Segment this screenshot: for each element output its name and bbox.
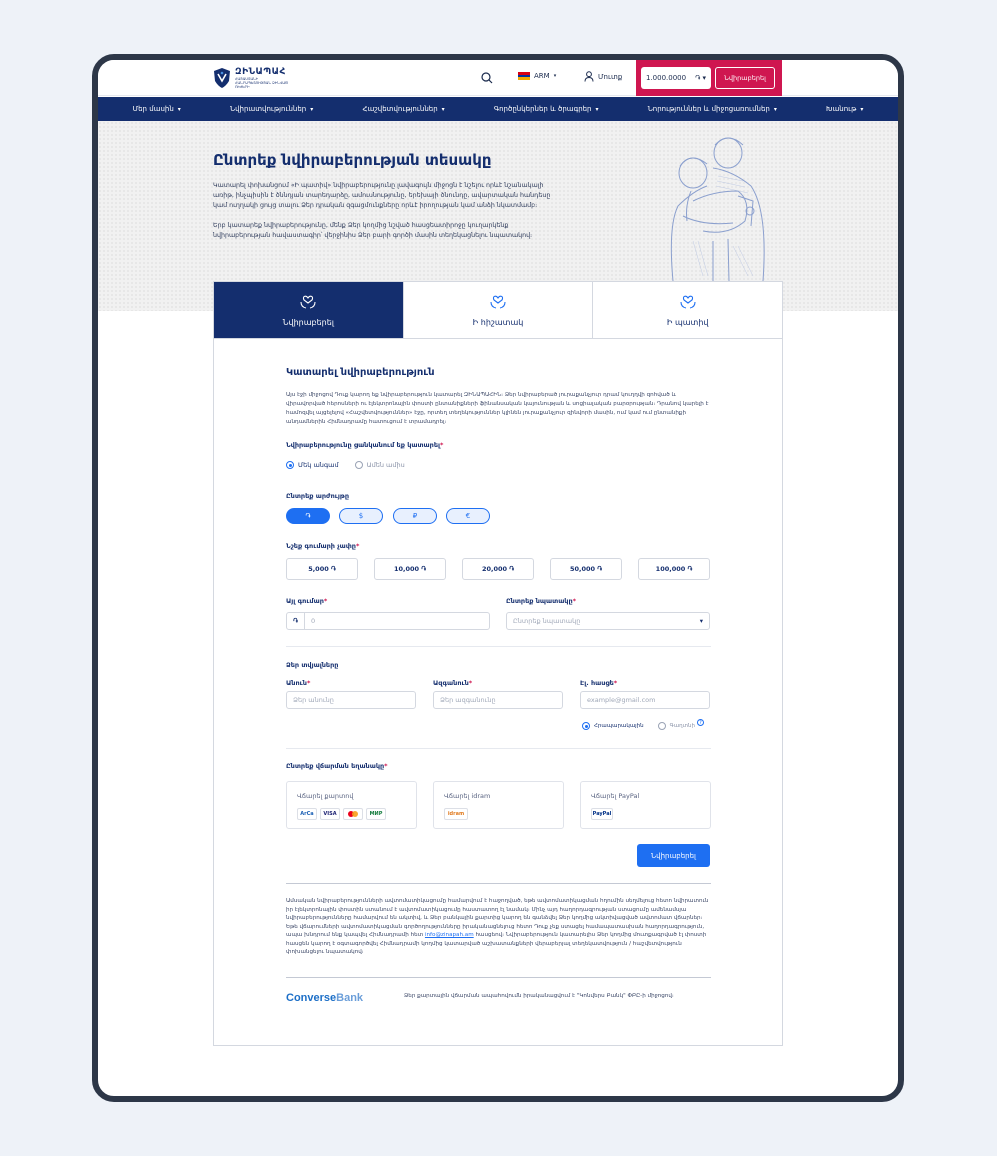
logo-subtitle: ՀԱՅԱՍՏԱՆԻ ՀԱՆՐԱՊԵՏՈՒԹՅԱՆ ԶԻՆՎԱԾ ՈՒԺԵՐԻ [235,77,289,89]
frequency-label: Նվիրաբերությունը ցանկանում եք կատարել* [286,441,444,449]
surname-input[interactable]: Ձեր ազգանունը [433,691,563,709]
tab-donate-label: Նվիրաբերել [282,317,334,327]
amount-20000-button[interactable]: 20,000 ֏ [462,558,534,580]
purpose-label: Ընտրեք նպատակը* [506,597,577,605]
amount-5000-button[interactable]: 5,000 ֏ [286,558,358,580]
chevron-down-icon: ▾ [310,105,314,113]
payment-idram-title: Վճարել idram [444,792,491,800]
other-amount-label: Այլ գումար* [286,597,328,605]
other-amount-currency: ֏ [287,613,305,629]
payment-paypal-title: Վճարել PayPal [591,792,640,800]
frequency-monthly-radio[interactable]: Ամեն ամիս [355,461,405,469]
currency-usd-button[interactable]: $ [339,508,383,524]
footer-email-link[interactable]: info@zinapah.am [424,932,474,938]
hero-paragraph-2: Երբ կատարեք նվիրաբերությունը, մենք Ձեր կողմից նշված հասցեատիրոջը կուղարկենք նվիրաբերության հավաստագիր՝ վերջինիս Ձեր բարի գործի մասին տեղեկացնելու նպատակով։ [213,222,533,239]
purpose-select[interactable]: Ընտրեք նպատակը ▾ [506,612,710,630]
hero-title: Ընտրեք նվիրաբերության տեսակը [213,151,492,169]
frequency-once-radio[interactable]: Մեկ անգամ [286,461,339,469]
header-amount-input[interactable] [641,67,711,89]
hands-heart-icon [299,294,317,310]
surname-label: Ազգանուն* [433,679,473,687]
arca-logo: ArCa [297,808,317,820]
chevron-down-icon: ▾ [860,105,864,113]
payment-paypal-option[interactable] [580,781,711,829]
donation-type-tabs [213,281,783,339]
payment-method-label: Ընտրեք վճարման եղանակը* [286,762,388,770]
tab-in-memory-label: Ի հիշատակ [472,317,524,327]
footer-note: Ամսական նվիրաբերությունների ավտոմատիկացումը համարվում է հաջողված, եթե ավտոմատիկացման հղումին սեղմելուց հետո նվիրատուն իր էլեկտրոնային փոստին ստանում է ավտոմատիկացումը հաստատող էլ նամակ։ Մինչ այդ հաղորդագրության ստացումը ամենամսյա նվիրաբերությունները համարվում են ակտիվ, և Ձեր բանկային քարտից կարող են գանձվել Ձեր կողմից ակտիվացված ավտոմատ վճարներ։ Եթե վճարումների ավտոմատիկացման գործողությունները իրականացնելուց հետո Դուք չեք ստացել համապատասխան հաղորդագրություն, ապա խնդրում ենք կապվել Հիմնադրամի հետ info@zinapah.am հասցեով։ Նվիրաբերություն կատարելիս Ձեր կողմից մուտքագրված էլ փոստի հասցեն կարող է օգտագործվել Հիմնադրամի կողմից կատարված աշխատանքների վերաբերյալ տեղեկատվություն / հաշվետվություն փոխանցելու նպատակով։ [286,898,709,955]
chevron-down-icon: ▾ [177,105,181,113]
tab-in-memory[interactable] [404,282,594,338]
email-input[interactable]: example@gmail.com [580,691,710,709]
name-input[interactable]: Ձեր անունը [286,691,416,709]
tab-in-honor-label: Ի պատիվ [666,317,709,327]
header-donate-panel [636,60,782,96]
idram-logo: idram [444,808,468,820]
divider [286,977,711,978]
email-label: Էլ. հասցե* [580,679,618,687]
currency-label: Ընտրեք արժույթը [286,492,349,500]
nav-item-donations[interactable]: Նվիրատվություններ ▾ [229,105,314,113]
payment-card-title: Վճարել քարտով [297,792,354,800]
nav-item-partners[interactable]: Գործընկերներ և ծրագրեր ▾ [493,105,599,113]
chevron-down-icon: ▾ [699,617,703,625]
chevron-down-icon: ▾ [595,105,599,113]
header-currency-select[interactable]: ֏ ▾ [695,73,706,82]
form-title: Կատարել նվիրաբերություն [286,367,435,378]
screen [98,60,898,1096]
your-data-label: Ձեր տվյալները [286,661,339,669]
hero-paragraph-1: Կատարել փոխանցում «Ի պատիվ» նվիրաբերությունը լավագույն միջոցն է նշելու որևէ նշանակալի առիթ, ինչպիսին է ծննդյան տարեդարձը, ամուսնությունը, երեխայի ծնունդը, ավարտական հանդեսը կամ ուղղակի ցույց տալու Ձեր դրական զգացմունքները որևէ իրողության կամ անձի նկատմամբ։ [213,182,551,209]
amount-100000-button[interactable]: 100,000 ֏ [638,558,710,580]
amount-10000-button[interactable]: 10,000 ֏ [374,558,446,580]
bank-note: Ձեր քարտային վճարման ապահովումն իրականացվում է "Կոնվերս Բանկ" ՓԲԸ-ի միջոցով։ [404,993,674,999]
tab-in-honor[interactable] [593,282,782,338]
hands-heart-icon [489,294,507,310]
logo-title: ԶԻՆԱՊԱՀ [235,67,286,77]
login-label: Մուտք [598,72,623,81]
language-label: ARM [534,72,550,80]
payment-card-option[interactable] [286,781,417,829]
currency-rub-button[interactable]: ₽ [393,508,437,524]
other-amount-placeholder: 0 [311,617,316,625]
tab-donate[interactable] [214,282,404,338]
chevron-down-icon: ▾ [773,105,777,113]
nav-item-reports[interactable]: Հաշվետվություններ ▾ [362,105,445,113]
top-bar [98,60,898,96]
amount-label: Նշեք գումարի չափը* [286,542,360,550]
device-frame [92,54,904,1102]
hands-heart-icon [679,294,697,310]
paypal-logo: PayPal [591,808,613,820]
amount-50000-button[interactable]: 50,000 ֏ [550,558,622,580]
info-icon[interactable]: ? [697,719,704,726]
visibility-options [582,719,704,730]
mir-logo: МИР [366,808,386,820]
login-link[interactable] [584,71,622,82]
currency-eur-button[interactable]: € [446,508,490,524]
other-amount-input[interactable] [286,612,490,630]
visibility-private-radio[interactable]: Գաղտնի [658,722,695,730]
payment-idram-option[interactable] [433,781,564,829]
logo[interactable] [213,67,295,89]
currency-amd-button[interactable]: ֏ [286,508,330,524]
chevron-down-icon: ▾ [441,105,445,113]
search-icon[interactable] [481,72,493,84]
shield-logo-icon [213,67,231,89]
form-description: Այս էջի միջոցով Դուք կարող եք նվիրաբերություն կատարել ԶԻՆԱՊԱՀԻՆ։ Ձեր նվիրաբերած յուրաքանչյուր դրամ կուղղվի զոհված և վիրավորված հերոսների ու էլեկտրոնային փոստի ընտանիքների ֆինանսական կայունության և սոցիալական բարօրության։ Դրանով կարելի է համոզվել այցելելով «Հաշվետվություններ» էջը, որտեղ տեղեկություններ կլինեն յուրաքանչյուր զինվորի մասին, ում կամ ում ընտանիքի անդամներին Հիմնադրամը հատուցում է տրամադրել։ [286,392,709,425]
header-amount-value: 1.000.0000 [646,74,687,82]
conversebank-logo: ConverseBank [286,992,364,1004]
user-icon [584,71,594,82]
header-donate-button[interactable]: Նվիրաբերել [715,67,775,89]
mastercard-logo [343,808,363,820]
divider [286,748,711,749]
chevron-down-icon: ▾ [553,73,557,79]
armenia-flag-icon [518,72,530,80]
divider [286,646,711,647]
language-selector[interactable] [518,72,556,80]
soldier-embrace-illustration [633,131,783,281]
nav-item-about[interactable]: Մեր մասին ▾ [132,105,181,113]
visibility-public-radio[interactable]: Հրապարակային [582,722,644,730]
submit-donate-button[interactable]: Նվիրաբերել [637,844,710,867]
frequency-options [286,461,711,469]
main-nav [98,97,898,121]
name-label: Անուն* [286,679,311,687]
nav-item-news[interactable]: Նորություններ և միջոցառումներ ▾ [647,105,777,113]
donation-form [213,339,783,1046]
visa-logo: VISA [320,808,340,820]
divider [286,883,711,884]
nav-item-shop[interactable]: Խանութ ▾ [826,105,864,113]
